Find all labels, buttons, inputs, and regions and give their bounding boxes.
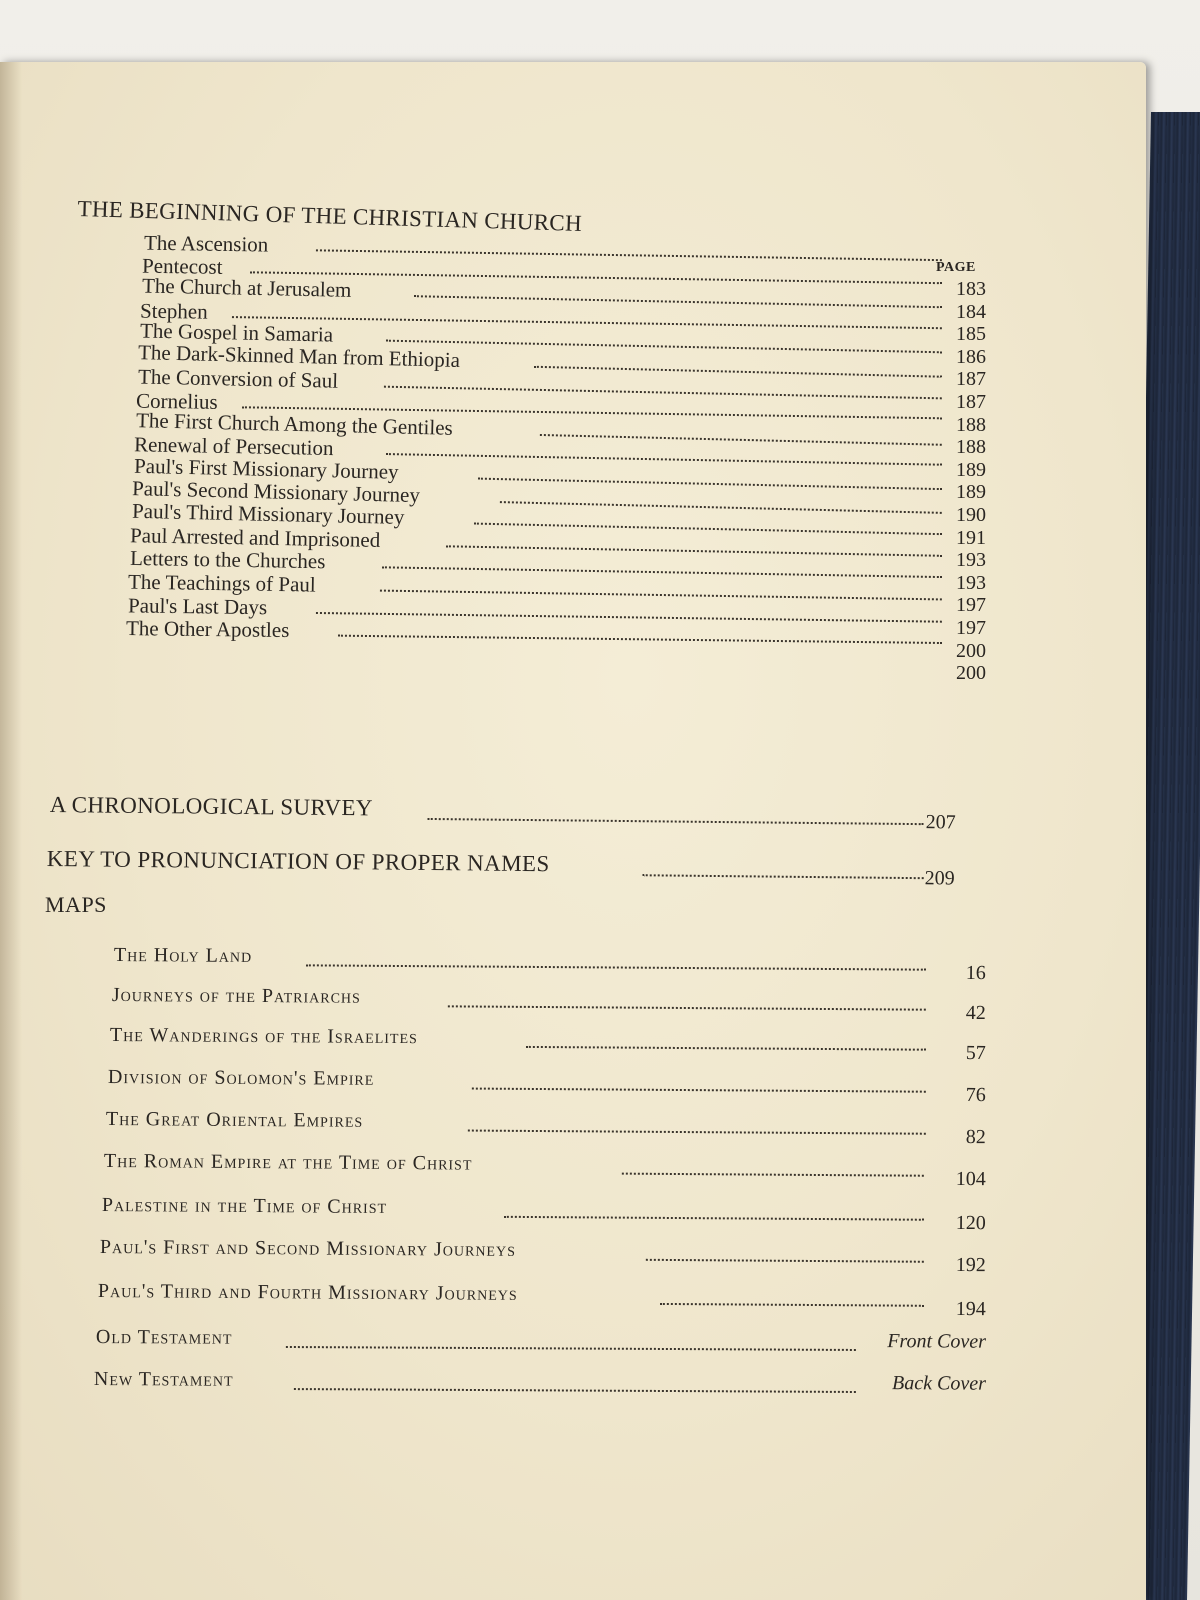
map-page-number: 192 bbox=[955, 1253, 986, 1277]
chapter-title: The Dark-Skinned Man from Ethiopia bbox=[137, 340, 461, 372]
page-number: 191 bbox=[956, 526, 986, 549]
section-title: THE BEGINNING OF THE CHRISTIAN CHURCH bbox=[77, 196, 583, 236]
page-number: 200 bbox=[956, 662, 986, 685]
page-number: 190 bbox=[956, 503, 986, 526]
map-title: The Wanderings of the Israelites bbox=[109, 1024, 418, 1049]
chapter-title: Letters to the Churches bbox=[129, 546, 326, 574]
page-number: 189 bbox=[956, 481, 986, 504]
dot-leader bbox=[428, 818, 924, 825]
page-number: 200 bbox=[956, 639, 986, 662]
map-page-number: 194 bbox=[955, 1297, 986, 1321]
page-number-column bbox=[932, 278, 986, 685]
dot-leader bbox=[660, 1303, 924, 1307]
map-page-number: 16 bbox=[965, 961, 986, 985]
page-number: 183 bbox=[956, 278, 986, 300]
page-number: 197 bbox=[956, 594, 986, 617]
map-page-number: 104 bbox=[955, 1167, 986, 1191]
dot-leader bbox=[504, 1216, 924, 1221]
chapter-title: Paul Arrested and Imprisoned bbox=[129, 522, 381, 552]
dot-leader bbox=[448, 1005, 926, 1010]
map-row bbox=[96, 1326, 986, 1359]
map-page-number: 42 bbox=[965, 1001, 986, 1025]
map-page-number: 120 bbox=[955, 1211, 986, 1235]
page-number: 185 bbox=[956, 323, 986, 346]
map-title: Paul's Third and Fourth Missionary Journeys bbox=[97, 1280, 518, 1305]
chapter-title: Paul's Second Missionary Journey bbox=[131, 475, 421, 507]
page-number: 188 bbox=[956, 436, 986, 459]
dot-leader bbox=[338, 635, 942, 644]
map-title: The Holy Land bbox=[113, 944, 253, 967]
map-page-number: 82 bbox=[965, 1126, 986, 1149]
page-number: 193 bbox=[956, 549, 986, 572]
binding-shadow bbox=[0, 62, 22, 1600]
map-title: The Great Oriental Empires bbox=[105, 1108, 364, 1132]
map-page-number: 57 bbox=[965, 1041, 986, 1065]
map-title: New Testament bbox=[93, 1368, 234, 1391]
dot-leader bbox=[306, 964, 926, 970]
chapter-title: Paul's Last Days bbox=[127, 592, 268, 619]
chapter-title: Cornelius bbox=[135, 388, 218, 415]
page-column-label: PAGE bbox=[936, 260, 976, 275]
page-number: 189 bbox=[956, 458, 986, 481]
chapter-list bbox=[125, 230, 942, 645]
section-heading: A CHRONOLOGICAL SURVEY bbox=[49, 792, 373, 821]
chapter-title: The Other Apostles bbox=[125, 616, 290, 643]
page-number: 187 bbox=[956, 368, 986, 391]
map-title: Palestine in the Time of Christ bbox=[101, 1194, 388, 1218]
map-page-number: 76 bbox=[965, 1083, 986, 1107]
map-title: The Roman Empire at the Time of Christ bbox=[103, 1150, 473, 1175]
section-heading: KEY TO PRONUNCIATION OF PROPER NAMES bbox=[46, 846, 550, 877]
chapter-title: The Gospel in Samaria bbox=[139, 318, 334, 347]
map-page-number: Front Cover bbox=[887, 1330, 986, 1353]
dot-leader bbox=[526, 1046, 926, 1051]
chapter-title: The Church at Jerusalem bbox=[141, 273, 352, 303]
chapter-title: Paul's Third Missionary Journey bbox=[131, 498, 405, 530]
page-number: 193 bbox=[956, 571, 986, 594]
section-page-number: 207 bbox=[925, 811, 956, 834]
chapter-title: The Teachings of Paul bbox=[127, 569, 316, 597]
map-page-number: Back Cover bbox=[892, 1372, 986, 1395]
map-row bbox=[94, 1368, 986, 1401]
chapter-title: The First Church Among the Gentiles bbox=[135, 407, 454, 440]
map-title: Old Testament bbox=[95, 1326, 233, 1349]
page-number: 187 bbox=[956, 390, 986, 413]
dot-leader bbox=[646, 1259, 924, 1263]
maps-heading: MAPS bbox=[45, 892, 107, 917]
map-title: Division of Solomon's Empire bbox=[107, 1066, 375, 1090]
chapter-title: Stephen bbox=[139, 298, 208, 324]
chapter-title: The Conversion of Saul bbox=[137, 364, 339, 393]
page-number: 186 bbox=[956, 345, 986, 368]
chapter-title: The Ascension bbox=[143, 230, 269, 257]
dot-leader bbox=[472, 1088, 926, 1093]
section-page-number: 209 bbox=[924, 867, 955, 890]
chapter-title: Renewal of Persecution bbox=[133, 432, 334, 461]
map-title: Journeys of the Patriarchs bbox=[111, 984, 361, 1008]
dot-leader bbox=[286, 1346, 856, 1351]
chapter-title: Paul's First Missionary Journey bbox=[133, 453, 399, 484]
map-title: Paul's First and Second Missionary Journeys bbox=[99, 1236, 517, 1261]
dot-leader bbox=[643, 874, 924, 879]
dot-leader bbox=[468, 1130, 926, 1135]
page-number: 197 bbox=[956, 616, 986, 639]
dot-leader bbox=[622, 1173, 924, 1177]
dot-leader bbox=[294, 1388, 856, 1393]
page-number: 184 bbox=[956, 300, 986, 323]
chapter-title: Pentecost bbox=[141, 253, 223, 279]
page-number: 188 bbox=[956, 413, 986, 436]
